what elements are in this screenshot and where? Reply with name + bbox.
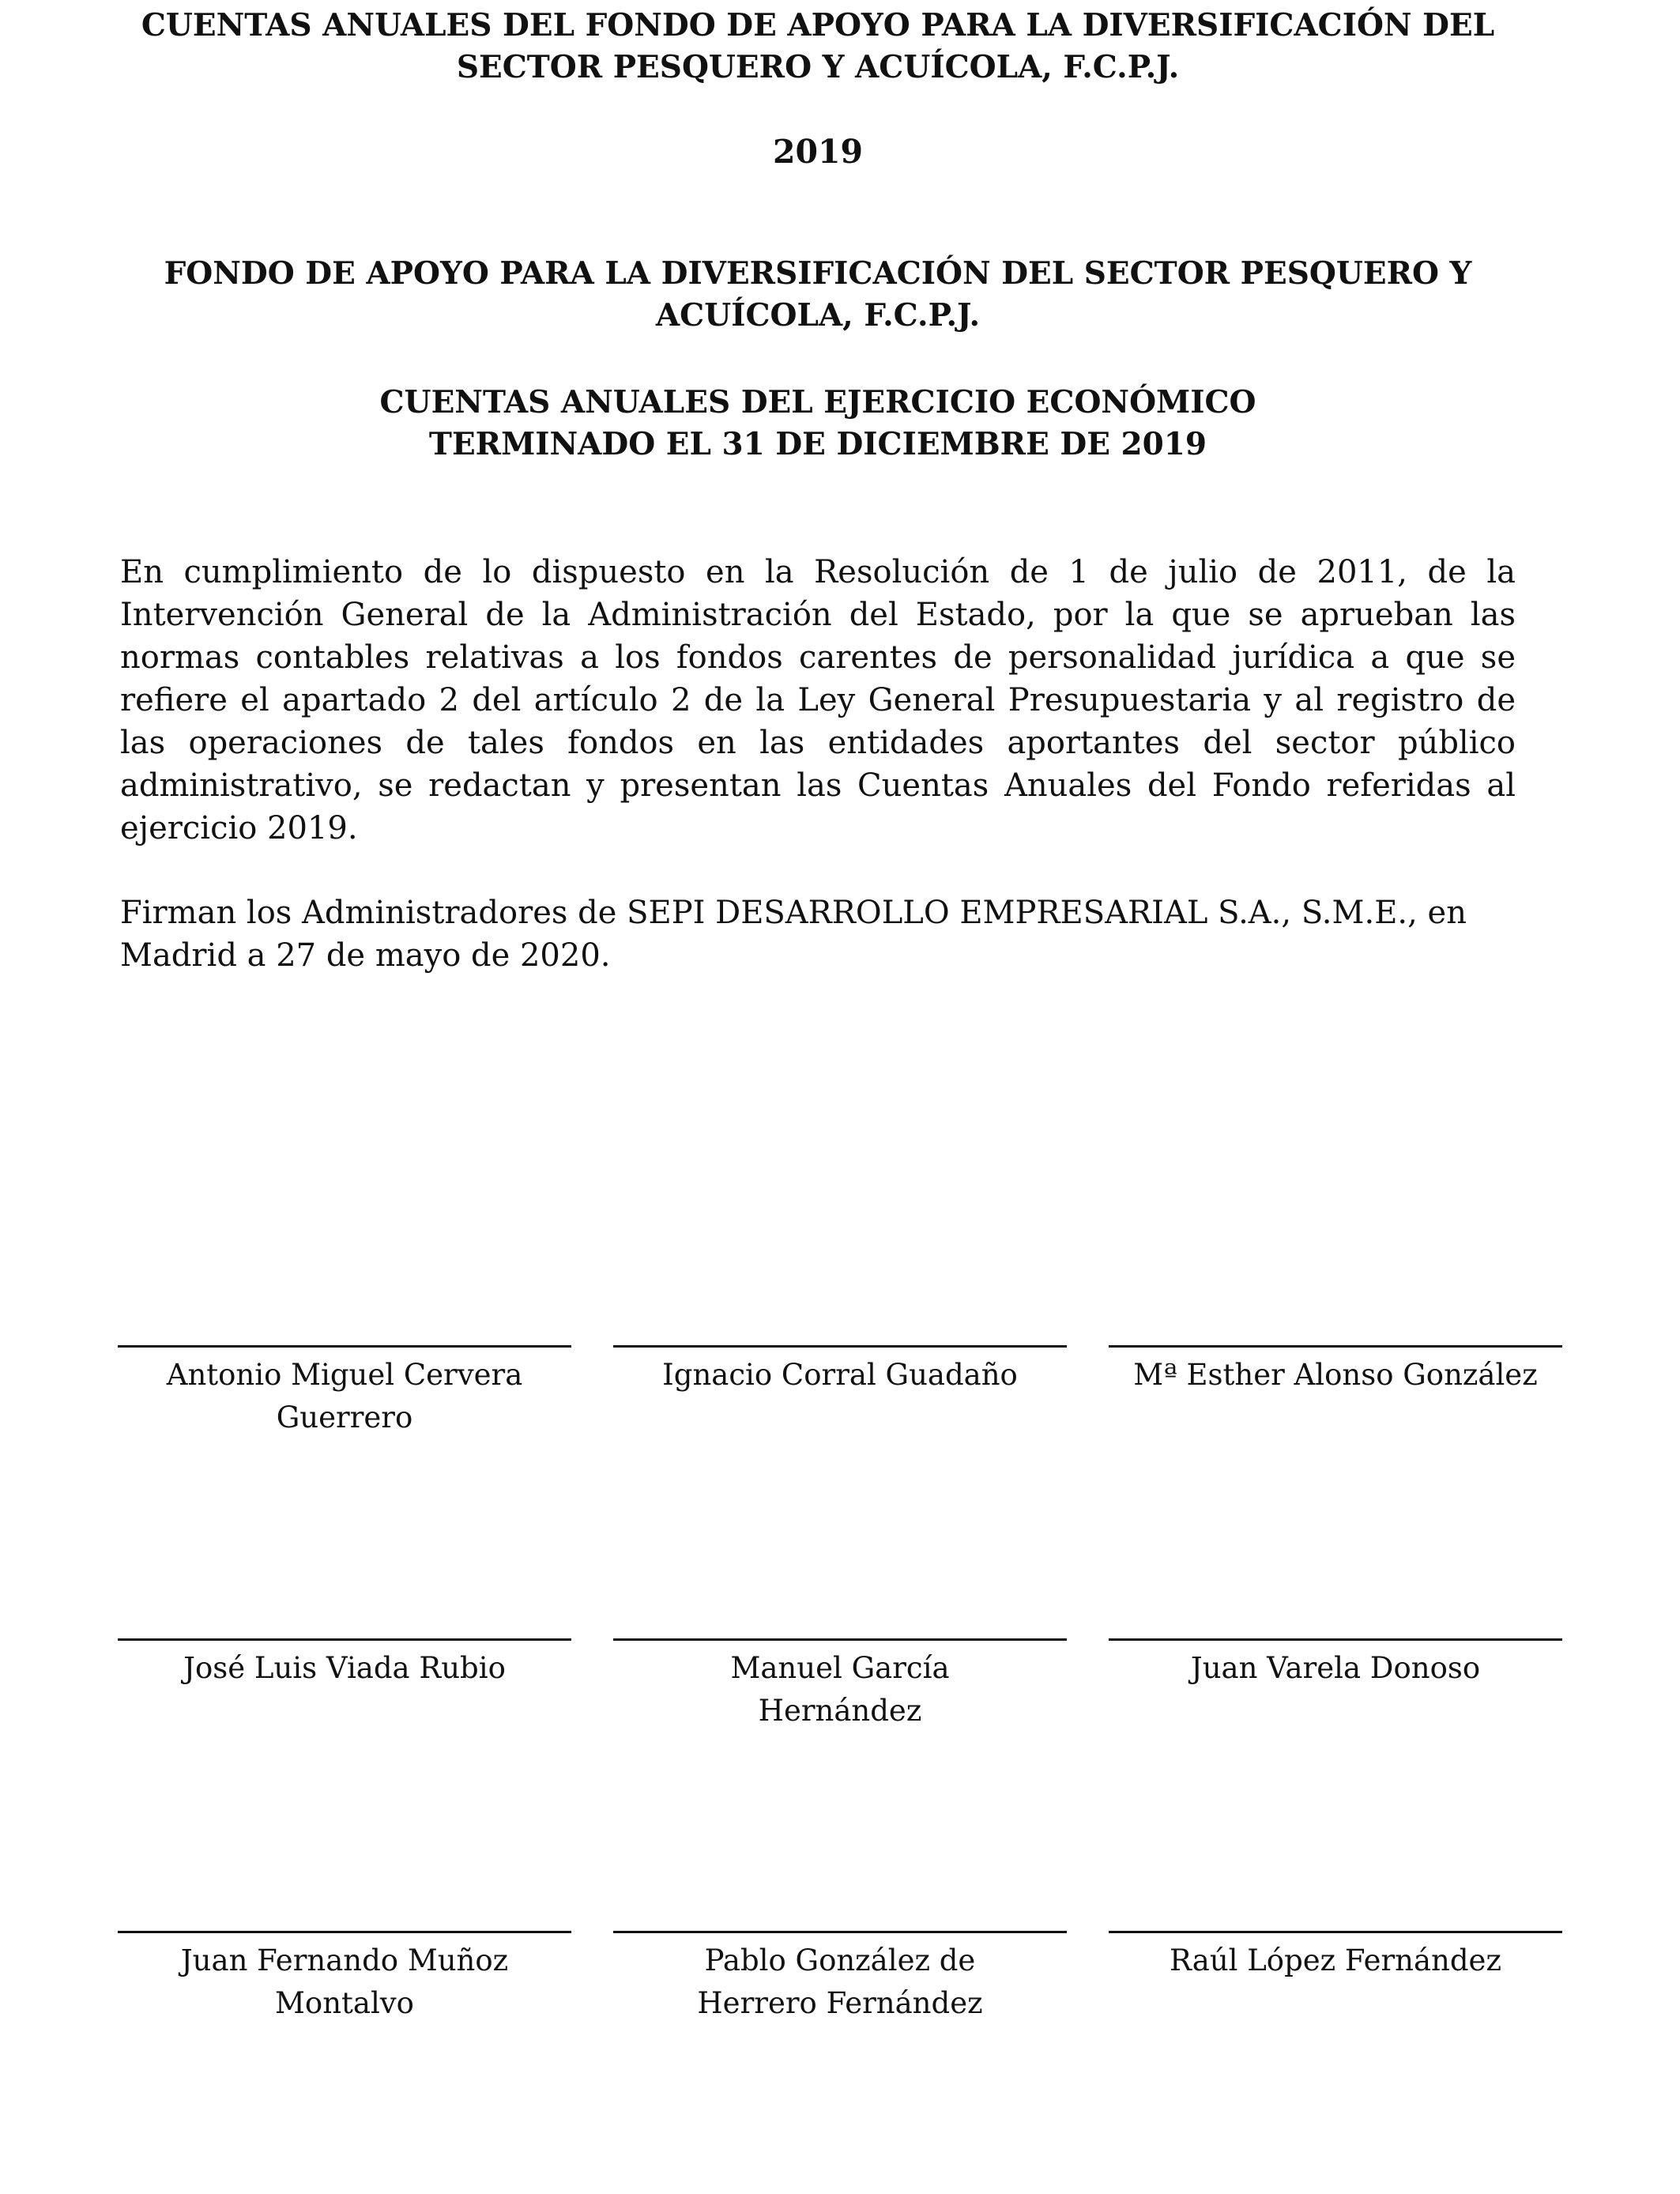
signatory-name: Juan Varela Donoso: [1190, 1651, 1481, 1685]
signature-line: [613, 1638, 1067, 1641]
signatory-name: Juan Fernando Muñoz Montalvo: [180, 1943, 509, 2020]
signatory-name: Pablo González de Herrero Fernández: [697, 1943, 983, 2020]
signature-line: [1109, 1345, 1562, 1348]
signatory-name: Ignacio Corral Guadaño: [662, 1358, 1018, 1392]
signature-block: [613, 1345, 1067, 1397]
accounts-title-line1: CUENTAS ANUALES DEL EJERCICIO ECONÓMICO: [379, 384, 1256, 420]
accounts-title: [119, 382, 1517, 466]
signature-line: [613, 1345, 1067, 1348]
signatory-name: Manuel García Hernández: [730, 1651, 950, 1728]
signatory-name: Raúl López Fernández: [1170, 1943, 1501, 1977]
signature-block: [1109, 1638, 1562, 1690]
signature-line: [118, 1345, 571, 1348]
signature-line: [1109, 1931, 1562, 1933]
signature-line: [118, 1931, 571, 1933]
signing-paragraph: Firman los Administradores de SEPI DESARROLLO EMPRESARIAL S.A., S.M.E., en Madrid a 27 de mayo de 2020.: [120, 895, 1467, 974]
signature-block: [613, 1931, 1067, 2025]
signatory-name: José Luis Viada Rubio: [183, 1651, 506, 1685]
signature-block: [118, 1345, 571, 1439]
signatory-name: Mª Esther Alonso González: [1133, 1358, 1538, 1392]
document-title: CUENTAS ANUALES DEL FONDO DE APOYO PARA LA DIVERSIFICACIÓN DEL SECTOR PESQUERO Y ACUÍCOLA, F.C.P.J.: [141, 7, 1495, 85]
body-paragraph: En cumplimiento de lo dispuesto en la Resolución de 1 de julio de 2011, de la Intervención General de la Administración del Estado, por la que se aprueban las normas contables relativas a los fondos carentes de personalidad jurídica a que se refiere el apartado 2 del artículo 2 de la Ley General Presupuestaria y al registro de las operaciones de tales fondos en las entidades aportantes del sector público administrativo, se redactan y presentan las Cuentas Anuales del Fondo referidas al ejercicio 2019.: [120, 554, 1516, 846]
signature-block: [1109, 1931, 1562, 1982]
accounts-title-line2: TERMINADO EL 31 DE DICIEMBRE DE 2019: [428, 426, 1207, 462]
signatory-name: Antonio Miguel Cervera Guerrero: [166, 1358, 523, 1434]
signature-block: [613, 1638, 1067, 1732]
signature-block: [118, 1638, 571, 1690]
signature-line: [1109, 1638, 1562, 1641]
signature-line: [613, 1931, 1067, 1933]
signature-line: [118, 1638, 571, 1641]
document-year: 2019: [772, 133, 864, 171]
fund-name-heading: FONDO DE APOYO PARA LA DIVERSIFICACIÓN DEL SECTOR PESQUERO Y ACUÍCOLA, F.C.P.J.: [164, 255, 1472, 334]
signature-block: [1109, 1345, 1562, 1397]
signature-block: [118, 1931, 571, 2025]
